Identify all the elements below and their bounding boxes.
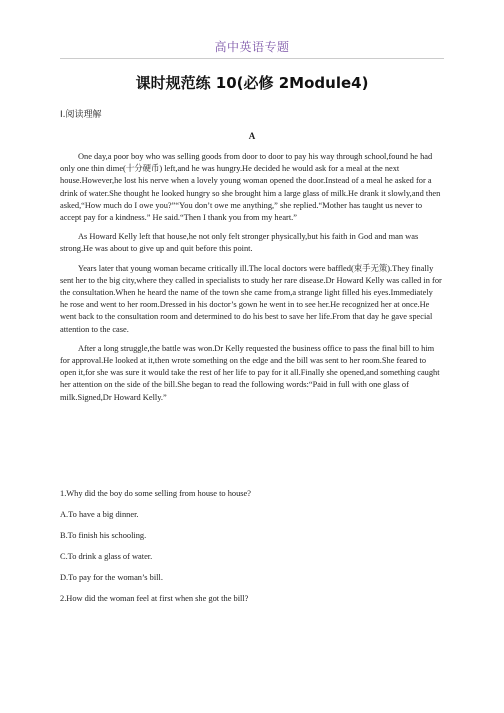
question-1-option-a: A.To have a big dinner. <box>60 510 139 519</box>
section-label: Ⅰ.阅读理解 <box>60 110 102 120</box>
question-1-stem: 1.Why did the boy do some selling from house to house? <box>60 489 251 498</box>
page-title: 课时规范练 10(必修 2Module4) <box>135 74 369 92</box>
question-1-option-c: C.To drink a glass of water. <box>60 552 153 561</box>
question-2-stem: 2.How did the woman feel at first when she got the bill? <box>60 594 249 603</box>
header-divider <box>60 58 444 59</box>
paragraph-3: Years later that young woman became critically ill.The local doctors were baffled(束手无策).They finally sent her to the big city,where they called in specialists to study her rare disease.Dr Howard Kelly was called in for the consultation.When he heard the name of the town she came from,a strange light filled his eyes.Immediately he rose and went to her room.Dressed in his doctor’s gown he went in to see her.He recognized her at once.He went back to the consultation room and determined to do his best to save her life.From that day he gave special attention to the case. <box>60 263 442 334</box>
document-header: 高中英语专题 <box>214 40 290 54</box>
passage-label: A <box>248 131 256 141</box>
questions-block <box>60 488 442 614</box>
paragraph-2: As Howard Kelly left that house,he not only felt stronger physically,but his faith in God and man was strong.He was about to give up and quit before this point. <box>60 232 419 254</box>
question-1-option-b: B.To finish his schooling. <box>60 531 147 540</box>
paragraph-4: After a long struggle,the battle was won.Dr Kelly requested the business office to pass the final bill to him for approval.He looked at it,then wrote something on the edge and the bill was sent to her room.She feared to open it,for she was sure it would take the rest of her life to pay for it all.Finally she opened,and something caught her attention on the side of the bill.She began to read the following words:“Paid in full with one glass of milk.Signed,Dr Howard Kelly.” <box>60 343 440 402</box>
paragraph-1: One day,a poor boy who was selling goods from door to door to pay his way through school,found he had only one thin dime(十分硬币) left,and he was hungry.He decided he would ask for a meal at the next house.However,he lost his nerve when a lovely young woman opened the door.Instead of a meal he asked for a drink of water.She thought he looked hungry so she brought him a large glass of milk.He drank it slowly,and then asked,“How much do I owe you?”“You don’t owe me anything,” she replied.“Mother has taught us never to accept pay for a kindness.” He said.“Then I thank you from my heart.” <box>60 152 441 223</box>
question-1-option-d: D.To pay for the woman’s bill. <box>60 573 163 582</box>
passage-body <box>60 151 442 411</box>
